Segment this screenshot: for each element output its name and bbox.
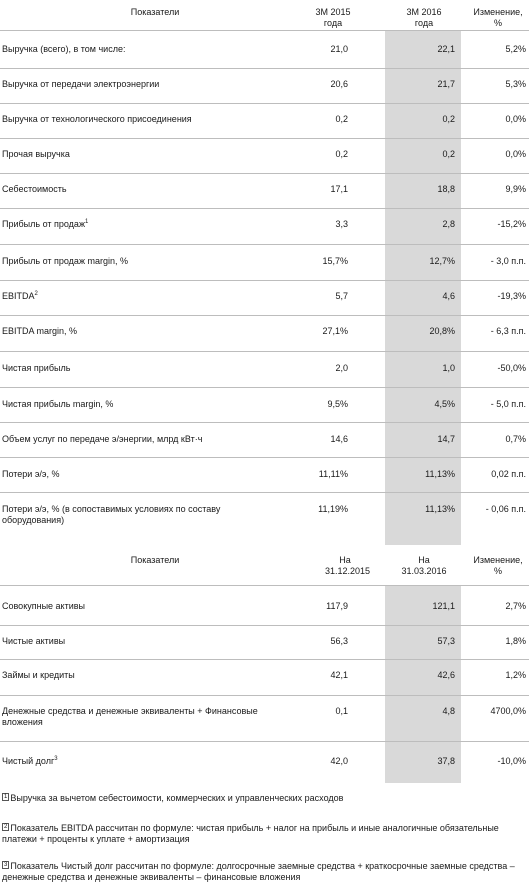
value-period-2: 37,8 <box>437 756 455 766</box>
row-divider <box>0 68 529 69</box>
value-period-1: 2,0 <box>335 363 348 373</box>
row-label-text: Денежные средства и денежные эквиваленты + Финансовые вложения <box>2 706 258 727</box>
value-period-2: 18,8 <box>437 184 455 194</box>
value-period-1: 117,9 <box>326 601 348 611</box>
value-period-2: 121,1 <box>432 601 455 611</box>
value-change: - 6,3 п.п. <box>490 326 526 336</box>
row-label <box>2 114 282 125</box>
footnote-2-mark: 2 <box>4 824 8 830</box>
row-divider <box>0 103 529 104</box>
header-divider-2 <box>0 585 529 586</box>
value-change: 0,02 п.п. <box>491 469 526 479</box>
value-period-1: 11,11% <box>318 469 348 479</box>
value-period-1: 42,1 <box>330 670 348 680</box>
value-period-2: 22,1 <box>437 44 455 54</box>
value-period-1: 3,3 <box>335 219 348 229</box>
value-period-1: 56,3 <box>330 636 348 646</box>
value-change: 0,0% <box>505 114 526 124</box>
value-change: - 5,0 п.п. <box>490 399 526 409</box>
row-label-text: Чистая прибыль <box>2 363 71 373</box>
value-period-1: 0,2 <box>335 114 348 124</box>
header-date-1: На 31.12.2015 <box>325 555 371 576</box>
row-label-text: EBITDA margin, % <box>2 326 78 336</box>
value-change: -15,2% <box>497 219 526 229</box>
row-divider <box>0 659 529 660</box>
value-change: 1,8% <box>505 636 526 646</box>
row-divider <box>0 138 529 139</box>
row-divider <box>0 741 529 742</box>
row-divider <box>0 280 529 281</box>
value-period-2: 4,5% <box>434 399 455 409</box>
value-change: 2,7% <box>505 601 526 611</box>
header-indicator-2: Показатели <box>130 555 180 565</box>
footnote-2-text: Показатель EBITDA рассчитан по формуле: чистая прибыль + налог на прибыль и иные аналогичные обязательные платежи + проценты к уплате + амортизация <box>2 823 499 844</box>
value-period-1: 42,0 <box>330 756 348 766</box>
row-label <box>2 219 282 230</box>
row-label-text: Потери э/э, % <box>2 469 60 479</box>
row-label-text: EBITDA <box>2 291 35 301</box>
row-label <box>2 44 282 55</box>
value-period-2: 11,13% <box>425 469 455 479</box>
current-period-column-shade <box>385 30 461 545</box>
value-period-1: 27,1% <box>322 326 348 336</box>
value-change: -19,3% <box>497 291 526 301</box>
footnote-ref: 3 <box>54 756 58 762</box>
row-label <box>2 326 282 337</box>
row-divider <box>0 173 529 174</box>
header-indicator: Показатели <box>130 7 180 17</box>
row-divider <box>0 315 529 316</box>
row-label <box>2 399 282 410</box>
row-label-text: Выручка от технологического присоединения <box>2 114 192 124</box>
value-change: 0,0% <box>505 149 526 159</box>
value-period-1: 21,0 <box>330 44 348 54</box>
header-change: Изменение, % <box>473 7 523 28</box>
row-label <box>2 706 282 728</box>
header-change-2: Изменение, % <box>473 555 523 576</box>
current-date-column-shade <box>385 585 461 783</box>
footnote-ref: 2 <box>34 291 38 297</box>
row-label <box>2 291 282 302</box>
row-label <box>2 149 282 160</box>
value-period-2: 11,13% <box>425 504 455 514</box>
value-change: 5,2% <box>505 44 526 54</box>
row-label-text: Совокупные активы <box>2 601 85 611</box>
header-divider <box>0 30 529 31</box>
row-label-text: Потери э/э, % (в сопоставимых условиях по составу оборудования) <box>2 504 221 525</box>
footnote-1-mark: 1 <box>4 794 8 800</box>
footnote-1-text: Выручка за вычетом себестоимости, коммерческих и управленческих расходов <box>10 793 344 803</box>
row-label-text: Выручка (всего), в том числе: <box>2 44 126 54</box>
row-divider <box>0 208 529 209</box>
row-divider <box>0 351 529 352</box>
value-period-1: 5,7 <box>335 291 348 301</box>
footnote-ref: 1 <box>84 219 89 225</box>
value-period-1: 11,19% <box>318 504 348 514</box>
header-date-2: На 31.03.2016 <box>401 555 447 576</box>
row-divider <box>0 387 529 388</box>
row-label <box>2 504 282 526</box>
value-period-1: 20,6 <box>330 79 348 89</box>
value-change: -10,0% <box>497 756 526 766</box>
row-label-text: Займы и кредиты <box>2 670 75 680</box>
row-label-text: Выручка от передачи электроэнергии <box>2 79 160 89</box>
row-divider <box>0 422 529 423</box>
value-period-2: 4,8 <box>442 706 455 716</box>
value-period-2: 14,7 <box>437 434 455 444</box>
value-period-1: 15,7% <box>322 256 348 266</box>
row-label-text: Прибыль от продаж margin, % <box>2 256 128 266</box>
value-change: 0,7% <box>505 434 526 444</box>
value-change: -50,0% <box>497 363 526 373</box>
value-period-2: 21,7 <box>437 79 455 89</box>
row-label <box>2 636 282 647</box>
value-period-1: 0,2 <box>335 149 348 159</box>
value-period-2: 42,6 <box>437 670 455 680</box>
value-period-2: 0,2 <box>442 149 455 159</box>
value-period-2: 0,2 <box>442 114 455 124</box>
row-divider <box>0 625 529 626</box>
value-change: 5,3% <box>505 79 526 89</box>
row-label-text: Объем услуг по передаче э/энергии, млрд кВт·ч <box>2 434 203 444</box>
row-divider <box>0 695 529 696</box>
row-divider <box>0 457 529 458</box>
balance-table <box>0 545 529 785</box>
value-period-1: 0,1 <box>335 706 348 716</box>
row-label-text: Прибыль от продаж <box>2 219 85 229</box>
value-period-2: 4,6 <box>442 291 455 301</box>
footnote-3-text: Показатель Чистый долг рассчитан по формуле: долгосрочные заемные средства + краткосрочные заемные средства – денежные средства и денежные эквиваленты – финансовые вложения <box>2 861 515 882</box>
footnote-2 <box>2 823 526 845</box>
row-divider <box>0 244 529 245</box>
row-label <box>2 184 282 195</box>
value-period-2: 1,0 <box>442 363 455 373</box>
row-label <box>2 434 282 445</box>
row-label <box>2 363 282 374</box>
header-period-2: 3М 2016 года <box>406 7 442 28</box>
row-label <box>2 469 282 480</box>
footnote-3-mark: 3 <box>4 862 8 868</box>
row-label-text: Прочая выручка <box>2 149 70 159</box>
value-period-1: 17,1 <box>330 184 348 194</box>
footnote-1 <box>2 793 526 804</box>
row-label <box>2 670 282 681</box>
value-change: 1,2% <box>505 670 526 680</box>
value-period-2: 2,8 <box>442 219 455 229</box>
value-period-2: 12,7% <box>429 256 455 266</box>
footnote-3 <box>2 861 526 883</box>
header-period-1: 3М 2015 года <box>315 7 351 28</box>
value-change: - 0,06 п.п. <box>485 504 526 514</box>
row-divider <box>0 492 529 493</box>
value-change: 4700,0% <box>490 706 526 716</box>
row-label <box>2 256 282 267</box>
row-label-text: Себестоимость <box>2 184 67 194</box>
row-label-text: Чистый долг <box>2 756 55 766</box>
value-period-1: 9,5% <box>327 399 348 409</box>
value-period-2: 57,3 <box>437 636 455 646</box>
row-label-text: Чистые активы <box>2 636 66 646</box>
row-label <box>2 756 282 767</box>
row-label-text: Чистая прибыль margin, % <box>2 399 114 409</box>
row-label <box>2 601 282 612</box>
value-period-1: 14,6 <box>330 434 348 444</box>
value-change: 9,9% <box>505 184 526 194</box>
value-change: - 3,0 п.п. <box>490 256 526 266</box>
value-period-2: 20,8% <box>429 326 455 336</box>
row-label <box>2 79 282 90</box>
